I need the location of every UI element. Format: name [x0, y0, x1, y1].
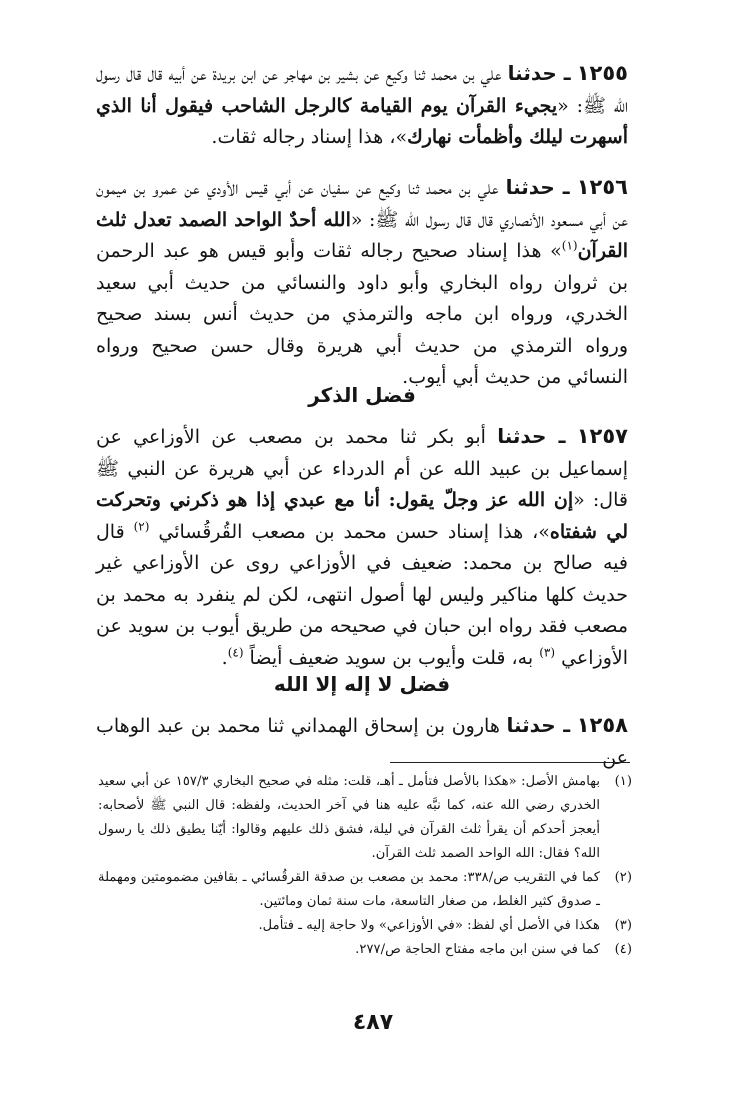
hadith-1255	[96, 58, 628, 154]
hadith-marker: ـ حدثنا	[497, 424, 566, 448]
footnote-text: كما في التقريب ص/٣٣٨: محمد بن مصعب بن صدقة القرقُسائي ـ بقافين مضمومتين ومهملة ـ صدوق كثير الغلط، من صغار التاسعة، مات سنة ثمان ومائتين.	[98, 870, 600, 909]
footnote-3	[98, 914, 632, 938]
footnote-text: بهامش الأصل: «هكذا بالأصل فتأمل ـ أهـ، قلت: مثله في صحيح البخاري ١٥٧/٣ عن أبي سعيد الخدري رضي الله عنه، كما نبَّه عليه هنا في آخر الحديث، ولفظه: قال النبي ﷺ لأصحابه: أيعجز أحدكم أن يقرأ ثلث القرآن في ليلة، فشق ذلك عليهم وقالوا: أيّنا يطيق ذلك يا رسول الله؟ فقال: الله الواحد الصمد ثلث القرآن.	[98, 774, 601, 861]
footnote-2	[98, 866, 632, 914]
hadith-matn: إن الله عز وجلّ يقول: أنا مع عبدي إذا هو ذكرني وتحركت لي شفتاه	[96, 489, 629, 543]
hadith-number: ١٢٥٥	[576, 61, 628, 85]
footnote-ref[interactable]: (٤)	[227, 645, 244, 660]
hadith-number: ١٢٥٧	[576, 424, 628, 448]
footnote-number: (٣)	[614, 918, 632, 933]
footnote-number: (١)	[614, 774, 632, 789]
section-title-tahlil: فضل لا إله إلا الله	[273, 672, 451, 696]
hadith-commentary: »، هذا إسناد حسن محمد بن مصعب القُرقُسائي	[149, 520, 550, 543]
hadith-commentary: .	[221, 646, 228, 669]
hadith-1257	[96, 421, 628, 674]
hadith-marker: ـ حدثنا	[507, 61, 571, 85]
footnote-ref[interactable]: (٣)	[539, 645, 556, 660]
hadith-isnad: هارون بن إسحاق الهمداني ثنا محمد بن عبد الوهاب عن	[96, 715, 628, 769]
footnotes	[98, 770, 632, 962]
hadith-commentary: به، قلت وأيوب بن سويد ضعيف أيضاً	[243, 646, 540, 669]
hadith-matn: الله أحدٌ الواحد الصمد تعدل ثلث القرآن	[96, 208, 628, 262]
footnote-number: (٢)	[614, 870, 632, 885]
hadith-1256	[96, 172, 628, 394]
footnote-number: (٤)	[614, 942, 632, 957]
section-title-dhikr: فضل الذكر	[308, 383, 416, 407]
footnote-ref[interactable]: (١)	[561, 238, 578, 253]
hadith-isnad: علي بن محمد ثنا وكيع عن سفيان عن أبي قيس الأودي عن عمرو بن ميمون عن أبي مسعود الأنصاري قال قال رسول الله ﷺ: «	[96, 177, 628, 231]
hadith-commentary: » هذا إسناد صحيح رجاله ثقات وأبو قيس هو عبد الرحمن بن ثروان رواه البخاري وأبو داود والنسائي من حديث أبي سعيد الخدري، ورواه ابن ماجه والترمذي من حديث أنس بسند صحيح ورواه الترمذي من حديث أبي هريرة وقال حسن صحيح ورواه النسائي من حديث أبي أيوب.	[96, 240, 628, 388]
hadith-marker: ـ حدثنا	[505, 175, 570, 199]
footnote-separator	[390, 762, 630, 763]
hadith-commentary: قال فيه صالح بن محمد: ضعيف في الأوزاعي روى عن الأوزاعي غير حديث كلها مناكير وليس لها أصول انتهى، لكن لم ينفرد به محمد بن مصعب فقد رواه ابن حبان في صحيحه من طريق أيوب بن سويد عن الأوزاعي	[96, 520, 628, 669]
hadith-matn: يجيء القرآن يوم القيامة كالرجل الشاحب فيقول أنا الذي أسهرت ليلك وأظمأت نهارك	[96, 94, 628, 148]
footnote-4	[98, 938, 632, 962]
hadith-1258	[96, 710, 628, 774]
footnote-text: هكذا في الأصل أي لفظ: «في الأوزاعي» ولا حاجة إليه ـ فتأمل.	[258, 918, 600, 933]
hadith-number: ١٢٥٦	[576, 175, 628, 199]
hadith-isnad: علي بن محمد ثنا وكيع عن بشير بن مهاجر عن ابن بريدة عن أبيه قال قال رسول الله ﷺ: «	[96, 63, 628, 117]
footnote-1	[98, 770, 632, 866]
footnote-ref[interactable]: (٢)	[133, 519, 150, 534]
hadith-number: ١٢٥٨	[576, 713, 628, 737]
hadith-commentary: »، هذا إسناد رجاله ثقات.	[211, 126, 408, 148]
footnote-text: كما في سنن ابن ماجه مفتاح الحاجة ص/٢٧٧.	[355, 942, 600, 957]
hadith-isnad: أبو بكر ثنا محمد بن مصعب عن الأوزاعي عن إسماعيل بن عبيد الله عن أم الدرداء عن أبي هريرة عن النبي ﷺ قال: «	[96, 426, 628, 511]
hadith-marker: ـ حدثنا	[506, 713, 571, 737]
page-number: ٤٨٧	[352, 1010, 394, 1035]
